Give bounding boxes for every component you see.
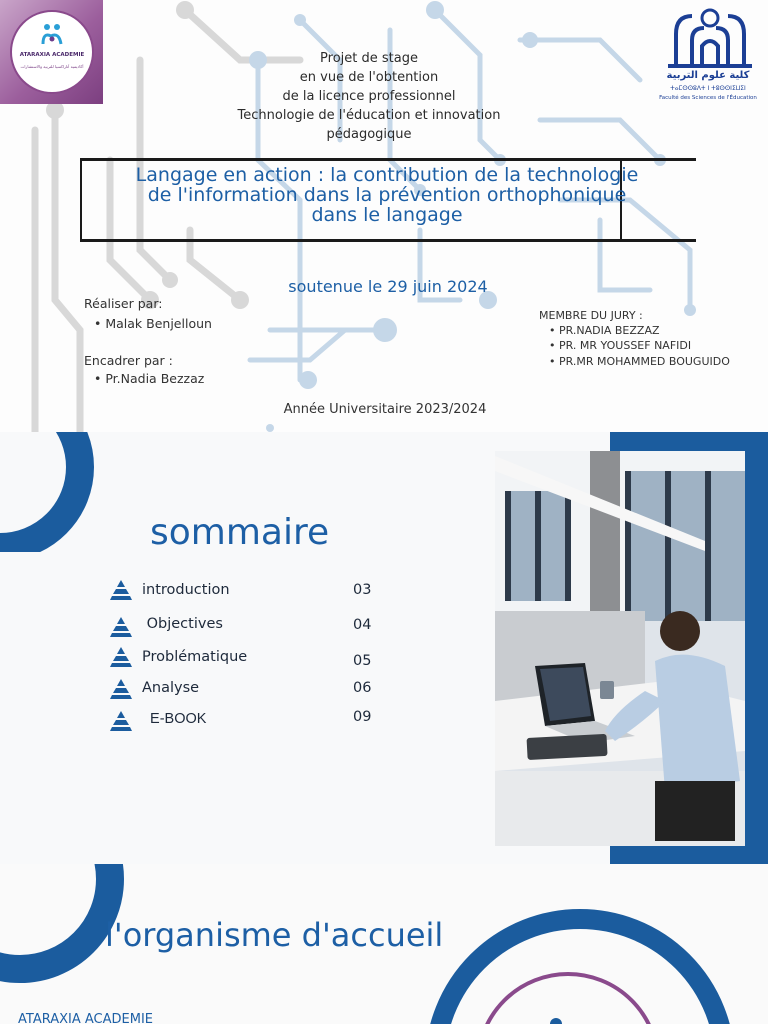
intro-line-5: pédagogique xyxy=(326,127,412,142)
faculty-logo-tifinagh: ⵜⴰⵎⵙⵙⵓⴷⵜ ⵏ ⵜⵓⵙⵙⵏⵉⵡⵉⵏ xyxy=(670,85,746,92)
thesis-title xyxy=(84,165,690,225)
organisme-name: ATARAXIA ACADEMIE xyxy=(18,1012,153,1024)
logo-ring xyxy=(430,904,730,1024)
pyramid-bullet-icon xyxy=(110,579,132,601)
jury-member-text: PR. MR YOUSSEF NAFIDI xyxy=(559,339,692,352)
organisme-slide xyxy=(0,864,768,1024)
supervisor-name-text: Pr.Nadia Bezzaz xyxy=(105,371,205,386)
pyramid-bullet-icon xyxy=(110,646,132,668)
jury-member-text: PR.MR MOHAMMED BOUGUIDO xyxy=(559,355,730,368)
faculty-logo xyxy=(650,6,762,106)
toc-item-label[interactable]: Problématique xyxy=(142,649,248,665)
encadrer-label: Encadrer par : xyxy=(84,353,173,368)
toc-item-page: 09 xyxy=(353,709,372,725)
ataraxia-logo-arabic: أكاديمية أتاراكسيا للتربية والاستشارات xyxy=(20,64,84,69)
pyramid-bullet-icon xyxy=(110,710,132,732)
faculty-emblem-icon xyxy=(668,6,752,68)
intro-line-1: Projet de stage xyxy=(320,51,418,66)
thesis-title-line-1: Langage en action : la contribution de la technologie xyxy=(135,164,639,186)
toc-item-label[interactable]: Analyse xyxy=(142,680,200,696)
jury-member-text: PR.NADIA BEZZAZ xyxy=(559,324,660,337)
intro-line-2: en vue de l'obtention xyxy=(299,70,439,85)
office-photo xyxy=(495,451,745,846)
student-name: • Malak Benjelloun xyxy=(94,316,212,331)
title-slide xyxy=(0,0,768,432)
organisme-title: l'organisme d'accueil xyxy=(105,916,444,954)
toc-item-page: 06 xyxy=(353,680,372,696)
faculty-logo-french: Faculté des Sciences de l'Éducation xyxy=(659,95,757,101)
toc-item-page: 05 xyxy=(353,653,372,669)
jury-member: • PR.NADIA BEZZAZ xyxy=(549,324,660,337)
realiser-label: Réaliser par: xyxy=(84,296,163,311)
defense-date: soutenue le 29 juin 2024 xyxy=(288,277,488,296)
jury-label: MEMBRE DU JURY : xyxy=(539,309,643,322)
academic-year: Année Universitaire 2023/2024 xyxy=(283,402,487,417)
ataraxia-logo xyxy=(0,0,103,104)
decorative-arc xyxy=(0,432,120,552)
faculty-logo-arabic: كلية علوم التربية xyxy=(666,70,750,81)
toc-item-page: 03 xyxy=(353,582,372,598)
jury-member: • PR.MR MOHAMMED BOUGUIDO xyxy=(549,355,730,368)
sommaire-slide xyxy=(0,432,768,864)
intro-line-3: de la licence professionnel xyxy=(282,89,456,104)
toc-item-page: 04 xyxy=(353,617,372,633)
pyramid-bullet-icon xyxy=(110,678,132,700)
sommaire-title: sommaire xyxy=(150,512,330,553)
pyramid-bullet-icon xyxy=(110,616,132,638)
family-icon xyxy=(39,22,65,48)
student-name-text: Malak Benjelloun xyxy=(105,316,212,331)
toc-item-label[interactable]: E-BOOK xyxy=(142,711,207,727)
ataraxia-logo-brand: ATARAXIA ACADEMIE xyxy=(19,52,85,58)
supervisor-name: • Pr.Nadia Bezzaz xyxy=(94,371,205,386)
toc-item-label[interactable]: introduction xyxy=(142,582,230,598)
jury-member: • PR. MR YOUSSEF NAFIDI xyxy=(549,339,692,352)
toc-item-label[interactable]: Objectives xyxy=(142,616,223,632)
thesis-title-line-2: de l'information dans la prévention orthophonique xyxy=(147,184,627,206)
thesis-title-line-3: dans le langage xyxy=(311,204,463,226)
intro-line-4: Technologie de l'éducation et innovation xyxy=(237,108,501,123)
